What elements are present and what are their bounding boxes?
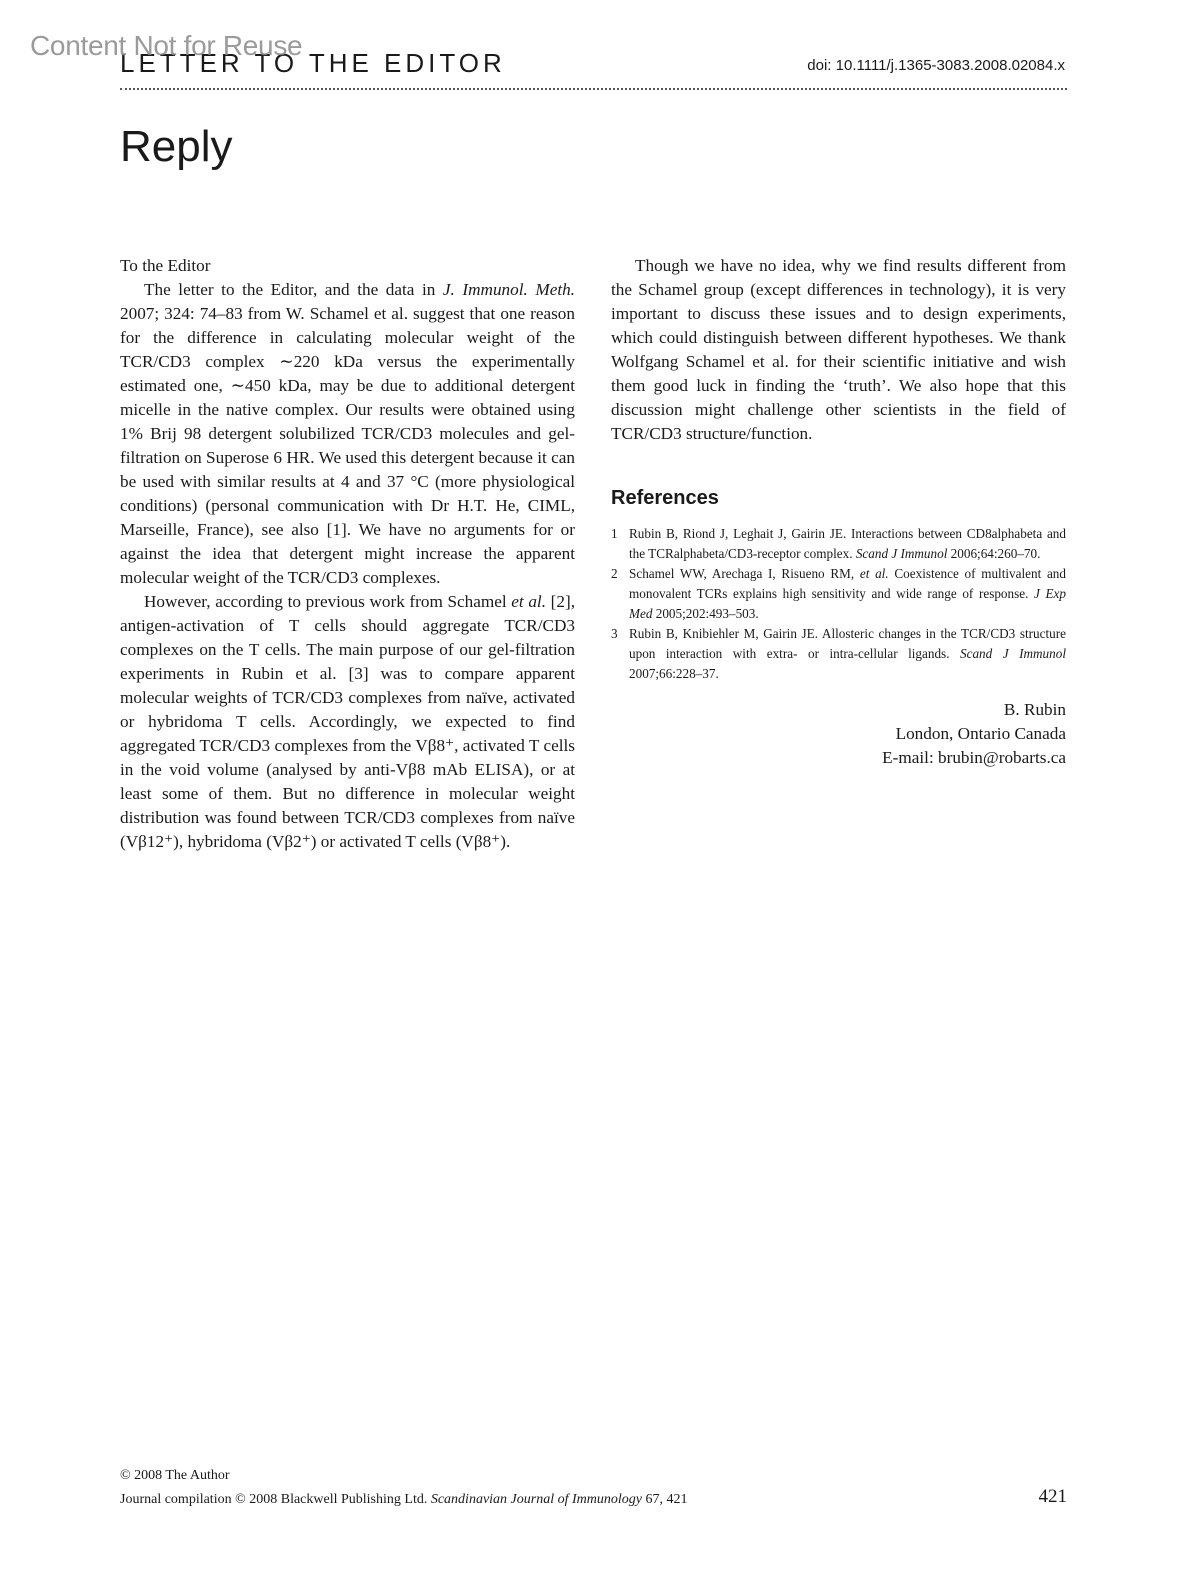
author-email[interactable]: E-mail: brubin@robarts.ca: [882, 748, 1066, 767]
salutation: To the Editor: [120, 256, 211, 275]
reference-item: 3 Rubin B, Knibiehler M, Gairin JE. Allosteric changes in the TCR/CD3 structure upon interaction with extra- or intra-cellular ligands. Scand J Immunol 2007;66:228–37.: [611, 626, 1066, 681]
paragraph-1: The letter to the Editor, and the data in J. Immunol. Meth. 2007; 324: 74–83 from W. Schamel et al. suggest that one reason for the difference in calculating molecular weight of the TCR/CD3 complex ∼220 kDa versus the experimentally estimated one, ∼450 kDa, may be due to additional detergent micelle in the native complex. Our results were obtained using 1% Brij 98 detergent solubilized TCR/CD3 molecules and gel-filtration on Superose 6 HR. We used this detergent because it can be used with similar results at 4 and 37 °C (more physiological conditions) (personal communication with Dr H.T. He, CIML, Marseille, France), see also [1]. We have no arguments for or against the idea that detergent might increase the apparent molecular weight of the TCR/CD3 complexes.: [120, 280, 575, 587]
watermark: Content Not for Reuse: [30, 30, 303, 61]
reference-item: 2 Schamel WW, Arechaga I, Risueno RM, et al. Coexistence of multivalent and monovalent TCRs explains high sensitivity and wide range of response. J Exp Med 2005;202:493–503.: [611, 566, 1066, 621]
reference-list: [611, 524, 1066, 684]
author-location: London, Ontario Canada: [895, 724, 1066, 743]
doi-link[interactable]: doi: 10.1111/j.1365-3083.2008.02084.x: [807, 57, 1065, 74]
page-number: 421: [1038, 1486, 1067, 1507]
paragraph-2: However, according to previous work from Schamel et al. [2], antigen-activation of T cells should aggregate TCR/CD3 complexes on the T cells. The main purpose of our gel-filtration experiments in Rubin et al. [3] was to compare apparent molecular weights of TCR/CD3 complexes from naïve, activated or hybridoma T cells. Accordingly, we expected to find aggregated TCR/CD3 complexes from the Vβ8⁺, activated T cells in the void volume (analysed by anti-Vβ8 mAb ELISA), or at least some of them. But no difference in molecular weight distribution was found between TCR/CD3 complexes from naïve (Vβ12⁺), hybridoma (Vβ2⁺) or activated T cells (Vβ8⁺).: [120, 592, 575, 851]
journal-compilation-line: Journal compilation © 2008 Blackwell Publishing Ltd. Scandinavian Journal of Immunology 67, 421: [120, 1492, 688, 1507]
page-footer: [120, 1464, 1067, 1512]
journal-citation: J. Immunol. Meth.: [442, 280, 575, 299]
section-label: LETTER TO THE EDITOR: [120, 48, 506, 78]
reference-item: 1 Rubin B, Riond J, Leghait J, Gairin JE. Interactions between CD8alphabeta and the TCRalphabeta/CD3-receptor complex. Scand J Immunol 2006;64:260–70.: [611, 526, 1066, 561]
author-name: B. Rubin: [1003, 700, 1066, 719]
header-divider: [120, 88, 1067, 90]
article-title: Reply: [120, 122, 233, 171]
signature-block: [611, 698, 1066, 770]
right-column: [611, 254, 1066, 770]
copyright-line: © 2008 The Author: [120, 1468, 230, 1483]
left-column: [120, 254, 575, 854]
references-heading: References: [611, 487, 719, 509]
paragraph-3: Though we have no idea, why we find results different from the Schamel group (except differences in technology), it is very important to discuss these issues and to design experiments, which could distinguish between different hypotheses. We thank Wolfgang Schamel et al. for their scientific initiative and wish them good luck in finding the ‘truth’. We also hope that this discussion might challenge other scientists in the field of TCR/CD3 structure/function.: [611, 256, 1066, 443]
